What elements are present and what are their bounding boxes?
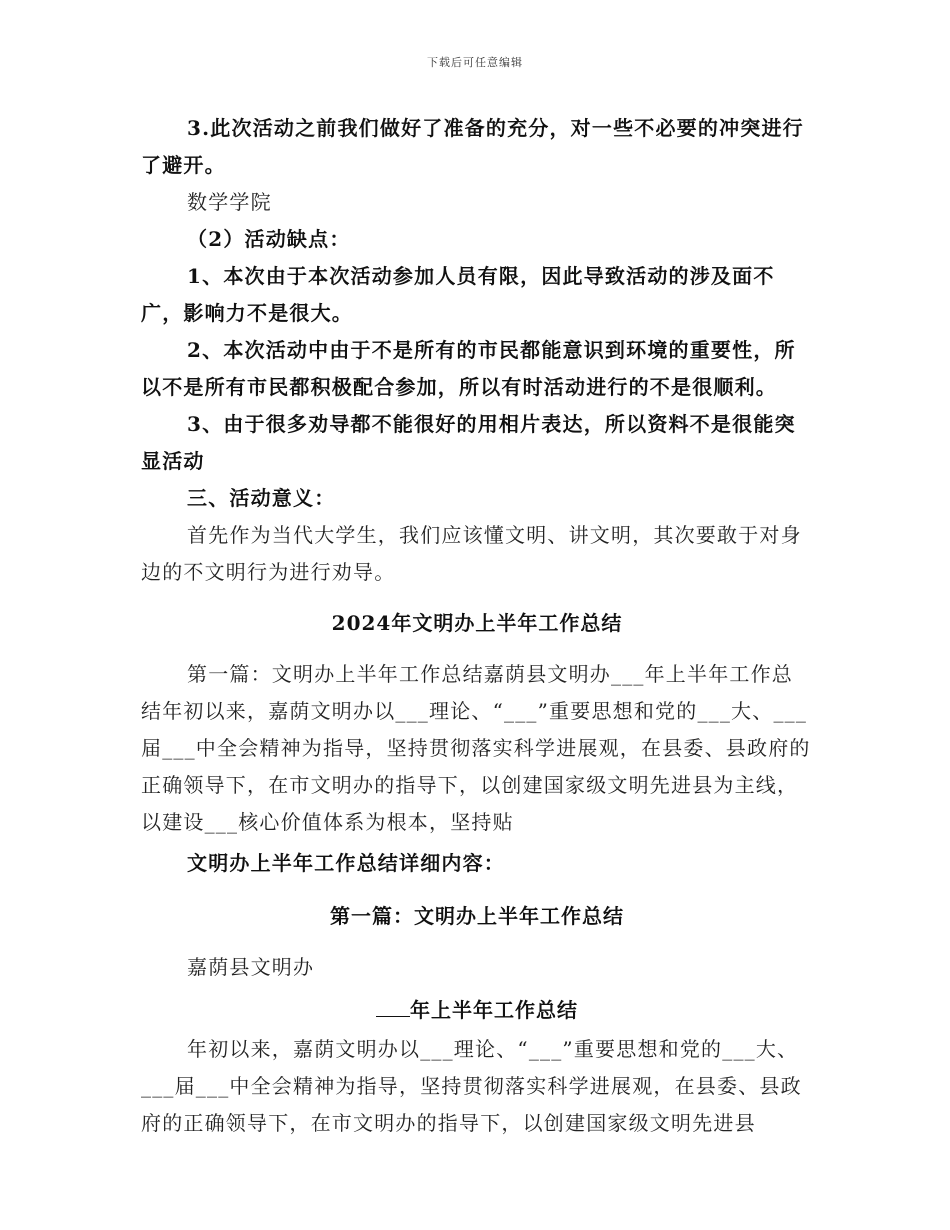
paragraph-summary-excerpt: 第一篇：文明办上半年工作总结嘉荫县文明办___年上半年工作总结年初以来，嘉荫文明办以___理论、“___”重要思想和党的___大、___届___中全会精神为指导，坚持贯彻落实科学进展观，在县委、县政府的正确领导下，在市文明办的指导下，以创建国家级文明先进县为主线，以建设___核心价值体系为根本，坚持贴 xyxy=(141,662,811,834)
paragraph-details-label: 文明办上半年工作总结详细内容： xyxy=(187,851,505,875)
paragraph-drawback-3: 3、由于很多劝导都不能很好的用相片表达，所以资料不是很能突显活动 xyxy=(141,412,796,473)
document-main-title: 2024年文明办上半年工作总结 xyxy=(331,611,623,635)
paragraph-drawback-1: 1、本次由于本次活动参加人员有限，因此导致活动的涉及面不广，影响力不是很大。 xyxy=(141,264,775,325)
paragraph-preparation: 3.此次活动之前我们做好了准备的充分，对一些不必要的冲突进行了避开。 xyxy=(141,116,804,177)
heading-activity-drawbacks: （2）活动缺点： xyxy=(187,227,351,251)
year-summary-title-text: 年上半年工作总结 xyxy=(410,998,578,1022)
paragraph-office-name: 嘉荫县文明办 xyxy=(187,955,315,979)
year-blank-underline xyxy=(376,1016,410,1017)
paragraph-significance: 首先作为当代大学生，我们应该懂文明、讲文明，其次要敢于对身边的不文明行为进行劝导。 xyxy=(141,523,802,584)
document-body xyxy=(141,110,813,1142)
paragraph-summary-body: 年初以来，嘉荫文明办以___理论、“___”重要思想和党的___大、___届___中全会精神为指导，坚持贯彻落实科学进展观，在县委、县政府的正确领导下，在市文明办的指导下，以创建国家级文明先进县 xyxy=(141,1037,802,1135)
page-header-note: 下载后可任意编辑 xyxy=(427,56,523,69)
paragraph-drawback-2: 2、本次活动中由于不是所有的市民都能意识到环境的重要性，所以不是所有市民都积极配合参加，所以有时活动进行的不是很顺利。 xyxy=(141,338,796,399)
year-summary-title xyxy=(141,992,813,1029)
heading-activity-significance: 三、活动意义： xyxy=(187,486,336,510)
section-subtitle: 第一篇：文明办上半年工作总结 xyxy=(330,904,624,928)
paragraph-college-name: 数学学院 xyxy=(187,190,272,214)
